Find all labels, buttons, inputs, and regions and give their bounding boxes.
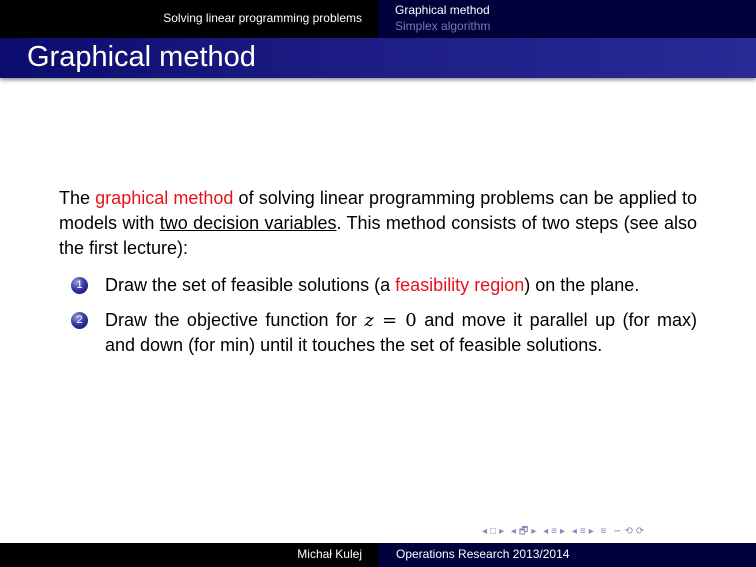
math-equation: = 0 xyxy=(373,310,417,331)
intro-highlight: graphical method xyxy=(95,188,234,208)
subsection-link-simplex-algorithm[interactable]: Simplex algorithm xyxy=(395,19,491,33)
nav-next-arrow-icon[interactable]: ▸ xyxy=(531,526,538,537)
step-item xyxy=(59,308,697,358)
nav-frame-icon[interactable]: □ xyxy=(490,526,498,537)
nav-subsection-icon[interactable]: ≡ xyxy=(551,526,558,537)
nav-prev-arrow-icon[interactable]: ◂ xyxy=(482,526,489,537)
nav-prev-arrow-icon[interactable]: ◂ xyxy=(571,526,578,537)
nav-next-arrow-icon[interactable]: ▸ xyxy=(588,526,595,537)
header-subsections xyxy=(378,0,756,38)
beamer-navigation-symbols xyxy=(482,524,647,538)
subsection-link-graphical-method[interactable]: Graphical method xyxy=(395,3,490,17)
frame-title: Graphical method xyxy=(27,41,256,73)
step-number-ball: 2 xyxy=(71,312,88,329)
slide-body xyxy=(59,186,697,368)
header-section xyxy=(0,0,378,38)
step-text-1: Draw the objective function for xyxy=(105,310,365,330)
section-link[interactable]: Solving linear programming problems xyxy=(163,11,362,25)
header-bar xyxy=(0,0,756,38)
nav-next-arrow-icon[interactable]: ▸ xyxy=(560,526,567,537)
step-text-2: ) on the plane. xyxy=(524,275,640,295)
nav-forward-icon[interactable]: ⟳ xyxy=(635,526,646,537)
intro-paragraph xyxy=(59,186,697,261)
math-variable: z xyxy=(364,310,374,331)
intro-text-2: of solving linear programming problems can be applied to models with xyxy=(59,188,697,233)
nav-prev-arrow-icon[interactable]: ◂ xyxy=(543,526,550,537)
nav-prev-arrow-icon[interactable]: ◂ xyxy=(510,526,517,537)
nav-search-icon[interactable]: ∽ xyxy=(613,526,623,537)
footer-author-box xyxy=(0,543,378,567)
footer-author: Michał Kulej xyxy=(297,547,362,561)
step-text-2: and move it parallel up (for max) and down (for min) until it touches the set of feasible solutions. xyxy=(105,310,698,355)
nav-document-icon[interactable]: ≡ xyxy=(600,526,608,537)
steps-list xyxy=(59,273,697,358)
footer-course: Operations Research 2013/2014 xyxy=(396,547,570,561)
intro-underlined: two decision variables xyxy=(159,213,337,233)
step-highlight: feasibility region xyxy=(395,275,525,295)
intro-text-1: The xyxy=(59,188,96,208)
frame-title-bar xyxy=(0,38,756,78)
footer-bar xyxy=(0,543,756,567)
nav-section-icon[interactable]: ≡ xyxy=(579,526,587,537)
footer-course-box xyxy=(378,543,756,567)
step-item xyxy=(59,273,697,298)
nav-next-arrow-icon[interactable]: ▸ xyxy=(499,526,506,537)
nav-slides-icon[interactable]: 🗗 xyxy=(518,526,530,537)
step-number-ball: 1 xyxy=(71,277,88,294)
intro-text-3: . This method consists of two steps (see also the first lecture): xyxy=(59,213,697,258)
nav-back-icon[interactable]: ⟲ xyxy=(624,526,634,537)
step-text-1: Draw the set of feasible solutions (a xyxy=(105,275,396,295)
